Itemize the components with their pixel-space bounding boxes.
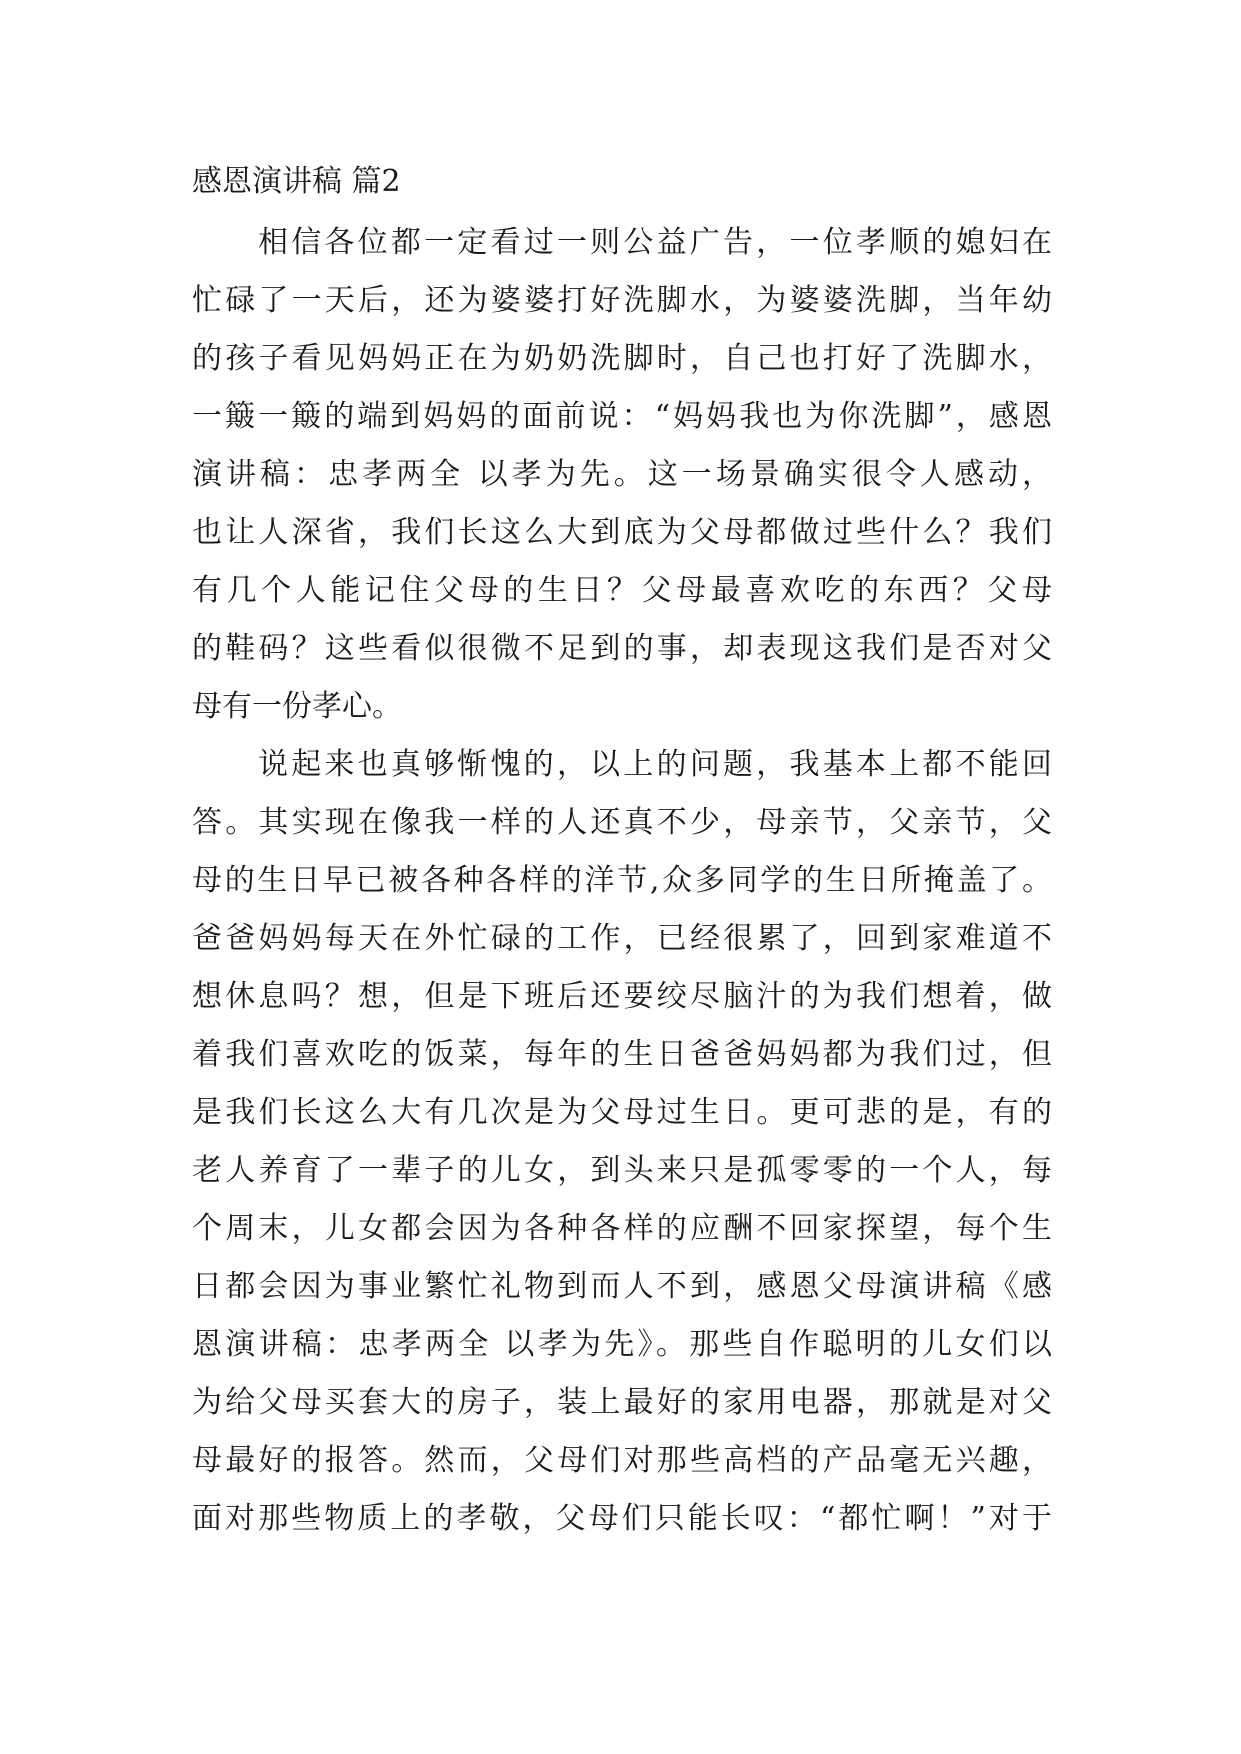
text-line: 老人养育了一辈子的儿女，到头来只是孤零零的一个人，每	[192, 1153, 1052, 1188]
text-line: 忙碌了一天后，还为婆婆打好洗脚水，为婆婆洗脚，当年幼	[192, 283, 1052, 318]
document-title: 感恩演讲稿 篇2	[192, 164, 401, 199]
paragraph-1	[192, 214, 1052, 736]
text-line: 答。其实现在像我一样的人还真不少，母亲节，父亲节，父	[192, 805, 1052, 840]
text-line: 想休息吗？想，但是下班后还要绞尽脑汁的为我们想着，做	[192, 979, 1052, 1014]
text-line: 的鞋码？这些看似很微不足到的事，却表现这我们是否对父	[192, 631, 1052, 666]
text-line: 面对那些物质上的孝敬，父母们只能长叹：“都忙啊！”对于	[192, 1501, 1052, 1536]
text-line: 为给父母买套大的房子，装上最好的家用电器，那就是对父	[192, 1385, 1052, 1420]
document-body	[192, 163, 1052, 1548]
text-line: 的孩子看见妈妈正在为奶奶洗脚时，自己也打好了洗脚水，	[192, 341, 1052, 376]
text-line: 演讲稿：忠孝两全 以孝为先。这一场景确实很令人感动，	[192, 457, 1052, 492]
text-line: 也让人深省，我们长这么大到底为父母都做过些什么？我们	[192, 515, 1052, 550]
text-line: 母最好的报答。然而，父母们对那些高档的产品毫无兴趣，	[192, 1443, 1052, 1478]
text-line: 是我们长这么大有几次是为父母过生日。更可悲的是，有的	[192, 1095, 1052, 1130]
text-line: 着我们喜欢吃的饭菜，每年的生日爸爸妈妈都为我们过，但	[192, 1037, 1052, 1072]
text-line: 恩演讲稿：忠孝两全 以孝为先》。那些自作聪明的儿女们以	[192, 1327, 1052, 1362]
paragraph-2	[192, 736, 1052, 1548]
text-line: 个周末，儿女都会因为各种各样的应酬不回家探望，每个生	[192, 1211, 1052, 1246]
text-line: 日都会因为事业繁忙礼物到而人不到，感恩父母演讲稿《感	[192, 1269, 1052, 1304]
text-line: 爸爸妈妈每天在外忙碌的工作，已经很累了，回到家难道不	[192, 921, 1052, 956]
text-line: 相信各位都一定看过一则公益广告，一位孝顺的媳妇在	[258, 225, 1052, 260]
text-line: 一簸一簸的端到妈妈的面前说：“妈妈我也为你洗脚”，感恩	[192, 399, 1052, 434]
text-line: 母的生日早已被各种各样的洋节,众多同学的生日所掩盖了。	[192, 863, 1052, 898]
text-line: 有几个人能记住父母的生日？父母最喜欢吃的东西？父母	[192, 573, 1052, 608]
text-line: 说起来也真够惭愧的，以上的问题，我基本上都不能回	[258, 747, 1052, 782]
text-line: 母有一份孝心。	[192, 689, 402, 724]
